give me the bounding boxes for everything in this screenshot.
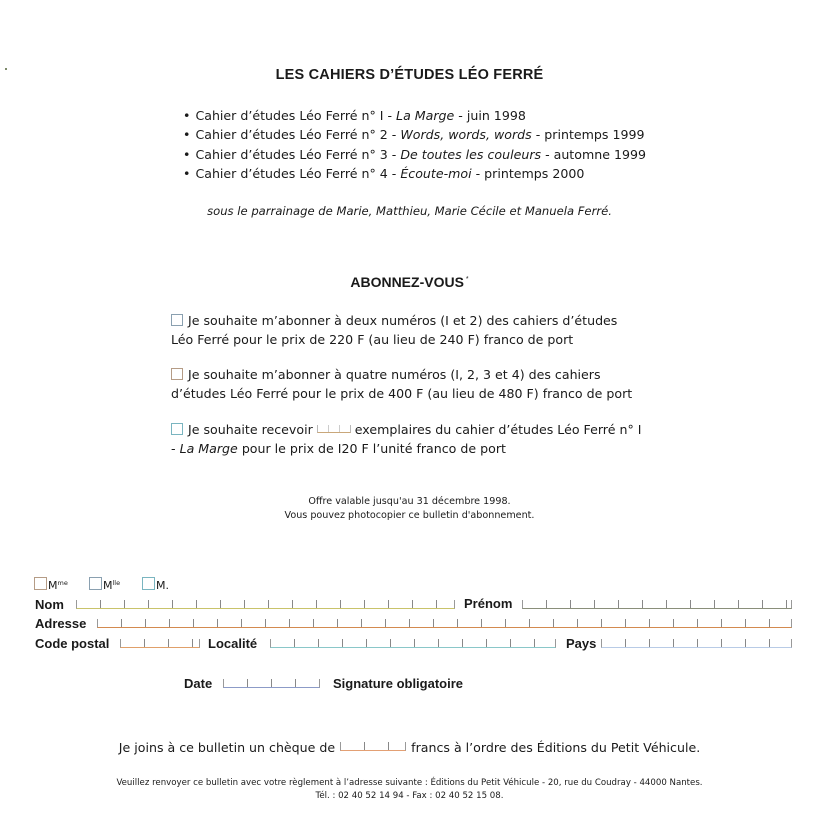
cheque-line: Je joins à ce bulletin un chèque de francs à l’ordre des Éditions du Petit Véhicule. [118, 740, 701, 755]
issue-item: • Cahier d’études Léo Ferré n° 4 - Écoute-moi - printemps 2000 [183, 165, 585, 181]
issue-list [183, 106, 646, 183]
prenom-label: Prénom [464, 596, 513, 611]
option-two-issues: Je souhaite m’abonner à deux numéros (I et 2) des cahiers d’études Léo Ferré pour le prix de 220 F (au lieu de 240 F) franco de port [171, 313, 618, 347]
m-checkbox[interactable] [142, 577, 155, 590]
localite-field[interactable] [270, 639, 556, 648]
footer-address: Veuillez renvoyer ce bulletin avec votre règlement à l’adresse suivante : Éditions du Petit Véhicule - 20, rue du Coudray - 44000 Nantes. Tél. : 02 40 52 14 94 - Fax : 02 40 52 15 08. [116, 778, 703, 801]
option-copies: Je souhaite recevoir exemplaires du cahier d’études Léo Ferré n° I - La Marge pour le prix de I20 F l’unité franco de port [171, 422, 642, 456]
pays-label: Pays [566, 636, 597, 651]
nom-label: Nom [35, 597, 64, 612]
subscribe-heading: ABONNEZ-VOUS * [350, 274, 469, 290]
signature-label: Signature obligatoire [333, 676, 464, 691]
option-copies-checkbox[interactable] [171, 423, 183, 435]
option-four-issues-checkbox[interactable] [171, 368, 183, 380]
issue-item: • Cahier d’études Léo Ferré n° 3 - De toutes les couleurs - automne 1999 [183, 146, 647, 162]
option-two-issues-checkbox[interactable] [171, 314, 183, 326]
civility-mme[interactable]: $M^{me}$ [34, 577, 68, 592]
localite-label: Localité [208, 636, 258, 651]
prenom-field[interactable] [522, 600, 792, 609]
patronage-note: sous le parrainage de Marie, Matthieu, Marie Cécile et Manuela Ferré. [207, 204, 612, 218]
adresse-label: Adresse [35, 616, 87, 631]
option-four-issues: Je souhaite m’abonner à quatre numéros (I, 2, 3 et 4) des cahiers d’études Léo Ferré pour le prix de 400 F (au lieu de 480 F) franco de port [171, 367, 633, 401]
civility-m[interactable]: M. [142, 577, 169, 592]
pays-field[interactable] [601, 639, 792, 648]
adresse-field[interactable] [97, 619, 792, 628]
mme-checkbox[interactable] [34, 577, 47, 590]
issue-item: • Cahier d’études Léo Ferré n° I - La Marge - juin 1998 [183, 108, 526, 123]
date-label: Date [184, 676, 213, 691]
code-postal-label: Code postal [35, 636, 110, 651]
copies-quantity-field[interactable] [317, 425, 351, 433]
civility-mlle[interactable]: $M^{lle}$ [89, 577, 120, 592]
issue-item: • Cahier d’études Léo Ferré n° 2 - Words, words, words - printemps 1999 [183, 127, 645, 143]
page-title: LES CAHIERS D’ÉTUDES LÉO FERRÉ [275, 67, 544, 83]
mlle-checkbox[interactable] [89, 577, 102, 590]
code-postal-field[interactable] [120, 639, 200, 648]
offer-note: Offre valable jusqu'au 31 décembre 1998. Vous pouvez photocopier ce bulletin d'abonnement. [284, 496, 535, 521]
cheque-amount-field[interactable] [340, 742, 406, 751]
nom-field[interactable] [76, 600, 455, 609]
date-field[interactable] [223, 679, 320, 688]
